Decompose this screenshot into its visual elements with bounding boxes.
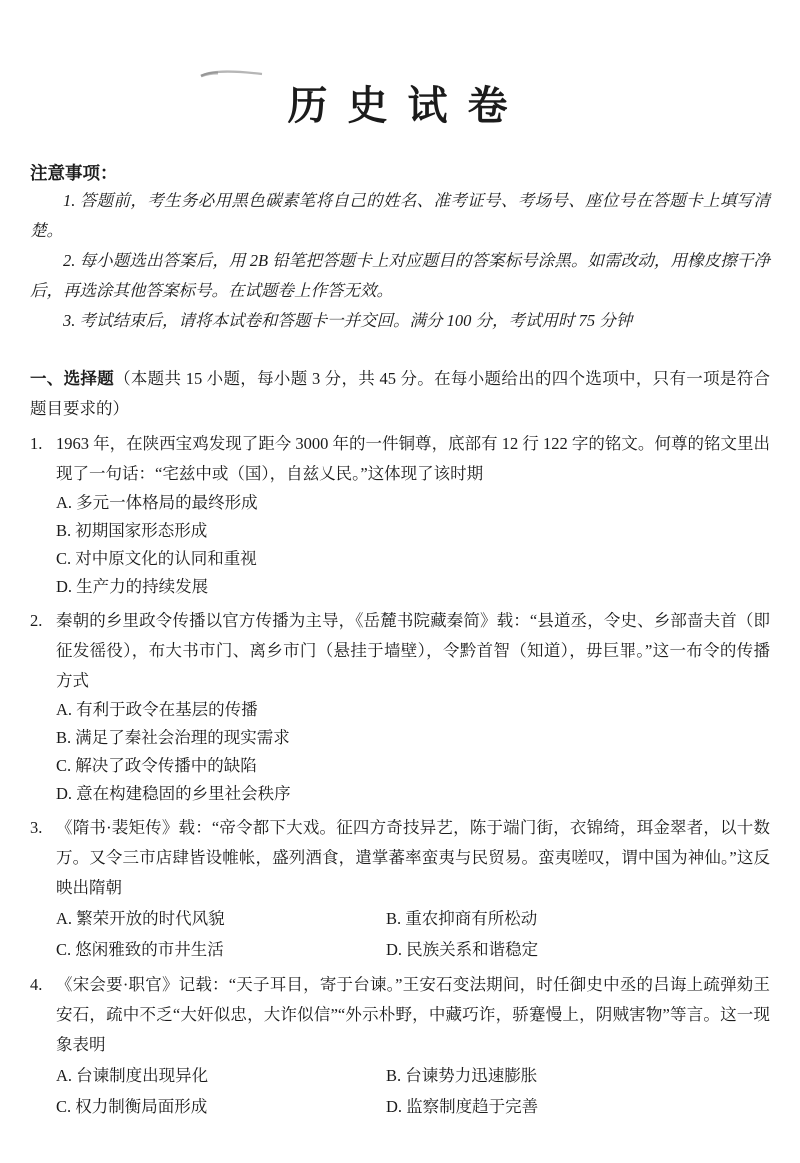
question-4-option-d: D. 监察制度趋于完善 [386, 1097, 539, 1116]
question-3-option-b: B. 重农抑商有所松动 [386, 909, 538, 928]
question-3 [30, 813, 770, 965]
question-1-option-a: A. 多元一体格局的最终形成 [56, 493, 258, 512]
question-2-option-b: B. 满足了秦社会治理的现实需求 [56, 728, 290, 747]
question-1-option-c: C. 对中原文化的认同和重视 [56, 549, 257, 568]
question-3-option-a: A. 繁荣开放的时代风貌 [56, 909, 225, 928]
question-2 [30, 606, 770, 808]
question-2-option-a: A. 有利于政令在基层的传播 [56, 700, 258, 719]
page-title: 历 史 试 卷 [287, 83, 513, 128]
question-4-number: 4. [30, 975, 43, 994]
question-3-stem: 《隋书·裴矩传》载：“帝令都下大戏。征四方奇技异艺，陈于端门街，衣锦绮，珥金翠者，以十数万。又令三市店肆皆设帷帐，盛列酒食，遣掌蕃率蛮夷与民贸易。蛮夷嗟叹，谓中国为神仙。”这反映出隋朝 [56, 818, 770, 897]
pencil-smudge [198, 66, 268, 82]
question-3-options [56, 903, 770, 965]
question-1 [30, 429, 770, 601]
question-3-option-d: D. 民族关系和谐稳定 [386, 940, 539, 959]
question-1-option-b: B. 初期国家形态形成 [56, 521, 208, 540]
question-2-option-c: C. 解决了政令传播中的缺陷 [56, 756, 257, 775]
section-description: （本题共 15 小题，每小题 3 分，共 45 分。在每小题给出的四个选项中，只有一项是符合题目要求的） [30, 369, 771, 418]
question-3-stem-row [30, 813, 770, 903]
question-4-options [56, 1060, 770, 1122]
question-4-option-c: C. 权力制衡局面形成 [56, 1097, 208, 1116]
notice-section [30, 160, 770, 336]
question-4-option-b: B. 台谏势力迅速膨胀 [386, 1066, 538, 1085]
question-1-stem: 1963 年，在陕西宝鸡发现了距今 3000 年的一件铜尊，底部有 12 行 122 字的铭文。何尊的铭文里出现了一句话：“宅兹中或（国），自兹乂民。”这体现了该时期 [56, 434, 770, 483]
question-2-number: 2. [30, 611, 43, 630]
notice-item-1: 1. 答题前，考生务必用黑色碳素笔将自己的姓名、准考证号、考场号、座位号在答题卡上填写清楚。 [30, 191, 770, 240]
notice-heading: 注意事项： [30, 163, 118, 183]
question-2-options [56, 696, 770, 808]
question-2-stem: 秦朝的乡里政令传播以官方传播为主导，《岳麓书院藏秦简》载：“县道丞，令史、乡部啬夫首（即征发徭役），布大书市门、离乡市门（悬挂于墙壁），令黔首智（知道），毋巨罪。”这一布令的传播方式 [56, 611, 770, 690]
question-3-option-c: C. 悠闲雅致的市井生活 [56, 940, 224, 959]
question-1-options [56, 489, 770, 601]
section-header [30, 364, 770, 424]
question-2-option-d: D. 意在构建稳固的乡里社会秩序 [56, 784, 291, 803]
question-3-number: 3. [30, 818, 43, 837]
question-4-stem-row [30, 970, 770, 1060]
question-1-stem-row [30, 429, 770, 489]
section-label: 一、选择题 [30, 370, 115, 388]
question-4-option-a: A. 台谏制度出现异化 [56, 1066, 209, 1085]
question-2-stem-row [30, 606, 770, 696]
question-4 [30, 970, 770, 1122]
notice-item-2: 2. 每小题选出答案后，用 2B 铅笔把答题卡上对应题目的答案标号涂黑。如需改动，用橡皮擦干净后，再选涂其他答案标号。在试题卷上作答无效。 [30, 251, 770, 300]
notice-item-3: 3. 考试结束后，请将本试卷和答题卡一并交回。满分 100 分，考试用时 75 分钟 [63, 311, 633, 330]
question-1-number: 1. [30, 434, 43, 453]
question-4-stem: 《宋会要·职官》记载：“天子耳目，寄于台谏。”王安石变法期间，时任御史中丞的吕诲上疏弹劾王安石，疏中不乏“大奸似忠，大诈似信”“外示朴野，中藏巧诈，骄蹇慢上，阴贼害物”等言。这一现象表明 [56, 975, 770, 1054]
question-1-option-d: D. 生产力的持续发展 [56, 577, 209, 596]
